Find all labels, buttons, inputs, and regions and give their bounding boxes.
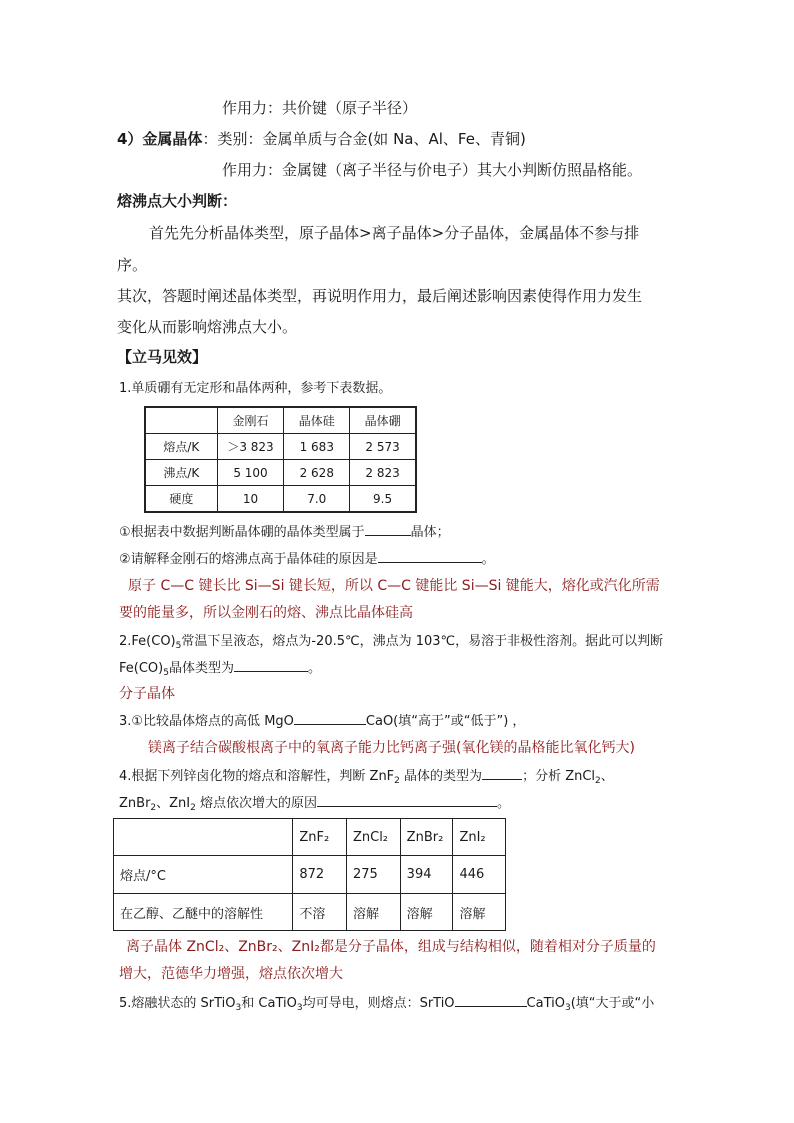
question-2-text: 常温下呈液态，熔点为-20.5℃，沸点为 103℃，易溶于非极性溶剂。据此可以判断 — [181, 634, 664, 649]
table-cell: 溶解 — [346, 894, 400, 931]
question-4-text: ZnBr — [119, 796, 151, 811]
table-cell: 在乙醇、乙醚中的溶解性 — [114, 894, 293, 931]
question-5-text: 和 CaTiO — [241, 996, 297, 1011]
table-row — [114, 856, 506, 894]
table-header-row — [114, 819, 506, 856]
table-cell — [145, 407, 217, 434]
table-cell: 晶体硅 — [284, 407, 350, 434]
melting-point-heading: 熔沸点大小判断： — [117, 192, 238, 210]
zinc-halide-table — [113, 818, 506, 931]
table-cell: 1 683 — [284, 434, 350, 460]
table-cell: ＞3 823 — [217, 434, 284, 460]
question-3-text: 3.①比较晶体熔点的高低 MgO — [119, 714, 294, 729]
table-row — [145, 460, 416, 486]
table-cell: 446 — [453, 856, 506, 894]
question-4-text: 熔点依次增大的原因 — [195, 796, 318, 811]
table-cell: 不溶 — [293, 894, 347, 931]
subscript: 2 — [150, 803, 157, 813]
paragraph-2-line-1: 其次，答题时阐述晶体类型，再说明作用力，最后阐述影响因素使得作用力发生 — [117, 287, 643, 305]
question-2-line-1 — [119, 630, 663, 649]
answer-blank[interactable] — [455, 992, 527, 1007]
table-cell: 5 100 — [217, 460, 284, 486]
table-cell: 熔点/°C — [114, 856, 293, 894]
table-cell: ZnI₂ — [453, 819, 506, 856]
table-cell: 硬度 — [145, 486, 217, 513]
table-cell — [114, 819, 293, 856]
table-cell: 溶解 — [400, 894, 453, 931]
question-4-line-2 — [119, 792, 510, 811]
question-5-text: CaTiO — [526, 996, 565, 1011]
table-cell: 275 — [346, 856, 400, 894]
answer-blank[interactable] — [234, 657, 308, 672]
table-row — [145, 434, 416, 460]
subscript: 3 — [296, 1003, 303, 1013]
answer-3: 镁离子结合碳酸根离子中的氧离子能力比钙离子强(氧化镁的晶格能比氧化钙大) — [148, 740, 635, 756]
question-3-suffix: CaO(填“高于”或“低于”) ， — [365, 714, 526, 729]
question-5-text: 均可导电，则熔点：SrTiO — [302, 996, 455, 1011]
formula-text: Fe(CO) — [119, 661, 164, 676]
answer-1-line-1: 原子 C—C 键长比 Si—Si 键长短，所以 C—C 键能比 Si—Si 键能大，熔化或汽化所需 — [128, 578, 660, 594]
metallic-crystal-heading: 4）金属晶体 — [117, 130, 203, 148]
answer-4-line-1: 离子晶体 ZnCl₂、ZnBr₂、ZnI₂都是分子晶体，组成与结构相似，随着相对分子质量的 — [126, 939, 656, 955]
question-1: 1.单质硼有无定形和晶体两种，参考下表数据。 — [119, 381, 392, 396]
answer-4-line-2: 增大，范德华力增强，熔点依次增大 — [119, 966, 343, 982]
table-header-row — [145, 407, 416, 434]
table-cell: 晶体硼 — [350, 407, 416, 434]
answer-2: 分子晶体 — [119, 686, 175, 702]
table-row — [114, 894, 506, 931]
table-cell: 872 — [293, 856, 347, 894]
subscript: 3 — [564, 1003, 571, 1013]
answer-blank[interactable] — [378, 548, 482, 563]
answer-1-line-2: 要的能量多，所以金刚石的熔、沸点比晶体硅高 — [119, 605, 413, 621]
table-cell: 2 573 — [350, 434, 416, 460]
subscript: 5 — [163, 668, 169, 678]
question-4-text: 、ZnI — [156, 796, 191, 811]
answer-blank[interactable] — [365, 521, 411, 536]
question-1a — [119, 521, 450, 540]
paragraph-1-line-1: 首先先分析晶体类型，原子晶体>离子晶体>分子晶体，金属晶体不参与排 — [149, 224, 640, 242]
metallic-crystal-category: ：类别：金属单质与合金(如 Na、Al、Fe、青铜) — [202, 130, 526, 148]
table-cell: ZnCl₂ — [346, 819, 400, 856]
table-cell: ZnF₂ — [293, 819, 347, 856]
section-heading: 【立马见效】 — [117, 348, 208, 366]
subscript: 5 — [175, 641, 182, 651]
question-1a-suffix: 晶体； — [410, 525, 450, 540]
table-cell: 2 628 — [284, 460, 350, 486]
question-5-text: 5.熔融状态的 SrTiO — [119, 996, 236, 1011]
line-covalent-force: 作用力：共价键（原子半径） — [222, 99, 418, 117]
question-2-suffix: 。 — [307, 661, 321, 676]
paragraph-1-line-2: 序。 — [117, 256, 148, 274]
paragraph-2-line-2: 变化从而影响熔沸点大小。 — [117, 318, 298, 336]
question-1a-text: ①根据表中数据判断晶体硼的晶体类型属于 — [119, 525, 365, 540]
question-4-text: ；分析 ZnCl — [522, 769, 596, 784]
table-cell: 金刚石 — [217, 407, 284, 434]
subscript: 2 — [394, 776, 400, 786]
question-1b-text: ②请解释金刚石的熔沸点高于晶体硅的原因是 — [119, 552, 378, 567]
answer-blank[interactable] — [294, 710, 366, 725]
subscript: 3 — [235, 1003, 242, 1013]
line-metallic-crystal — [117, 128, 526, 149]
answer-blank[interactable] — [482, 765, 522, 780]
table-cell: 7.0 — [284, 486, 350, 513]
question-1b — [119, 548, 495, 567]
table-cell: 2 823 — [350, 460, 416, 486]
question-4-text: 晶体的类型为 — [404, 769, 483, 784]
question-4-suffix: 。 — [497, 796, 511, 811]
question-4-text: 4.根据下列锌卤化物的熔点和溶解性，判断 ZnF — [119, 769, 395, 784]
question-2-line-2 — [119, 657, 321, 676]
table-cell: 9.5 — [350, 486, 416, 513]
table-cell: 沸点/K — [145, 460, 217, 486]
boron-data-table — [144, 406, 417, 513]
answer-blank[interactable] — [317, 792, 497, 807]
question-5 — [119, 992, 654, 1011]
question-4-text: 、 — [600, 769, 614, 784]
subscript: 2 — [595, 776, 601, 786]
question-5-text: (填“大于或“小 — [570, 996, 655, 1011]
question-4-line-1 — [119, 765, 614, 784]
formula-text: 2.Fe(CO) — [119, 634, 176, 649]
question-2-text: 晶体类型为 — [168, 661, 234, 676]
table-cell: 10 — [217, 486, 284, 513]
line-metallic-force: 作用力：金属键（离子半径与价电子）其大小判断仿照晶格能。 — [222, 161, 643, 179]
table-cell: 溶解 — [453, 894, 506, 931]
subscript: 2 — [190, 803, 196, 813]
table-row — [145, 486, 416, 513]
table-cell: 394 — [400, 856, 453, 894]
question-3 — [119, 710, 525, 729]
question-1b-suffix: 。 — [481, 552, 495, 567]
table-cell: 熔点/K — [145, 434, 217, 460]
table-cell: ZnBr₂ — [400, 819, 453, 856]
